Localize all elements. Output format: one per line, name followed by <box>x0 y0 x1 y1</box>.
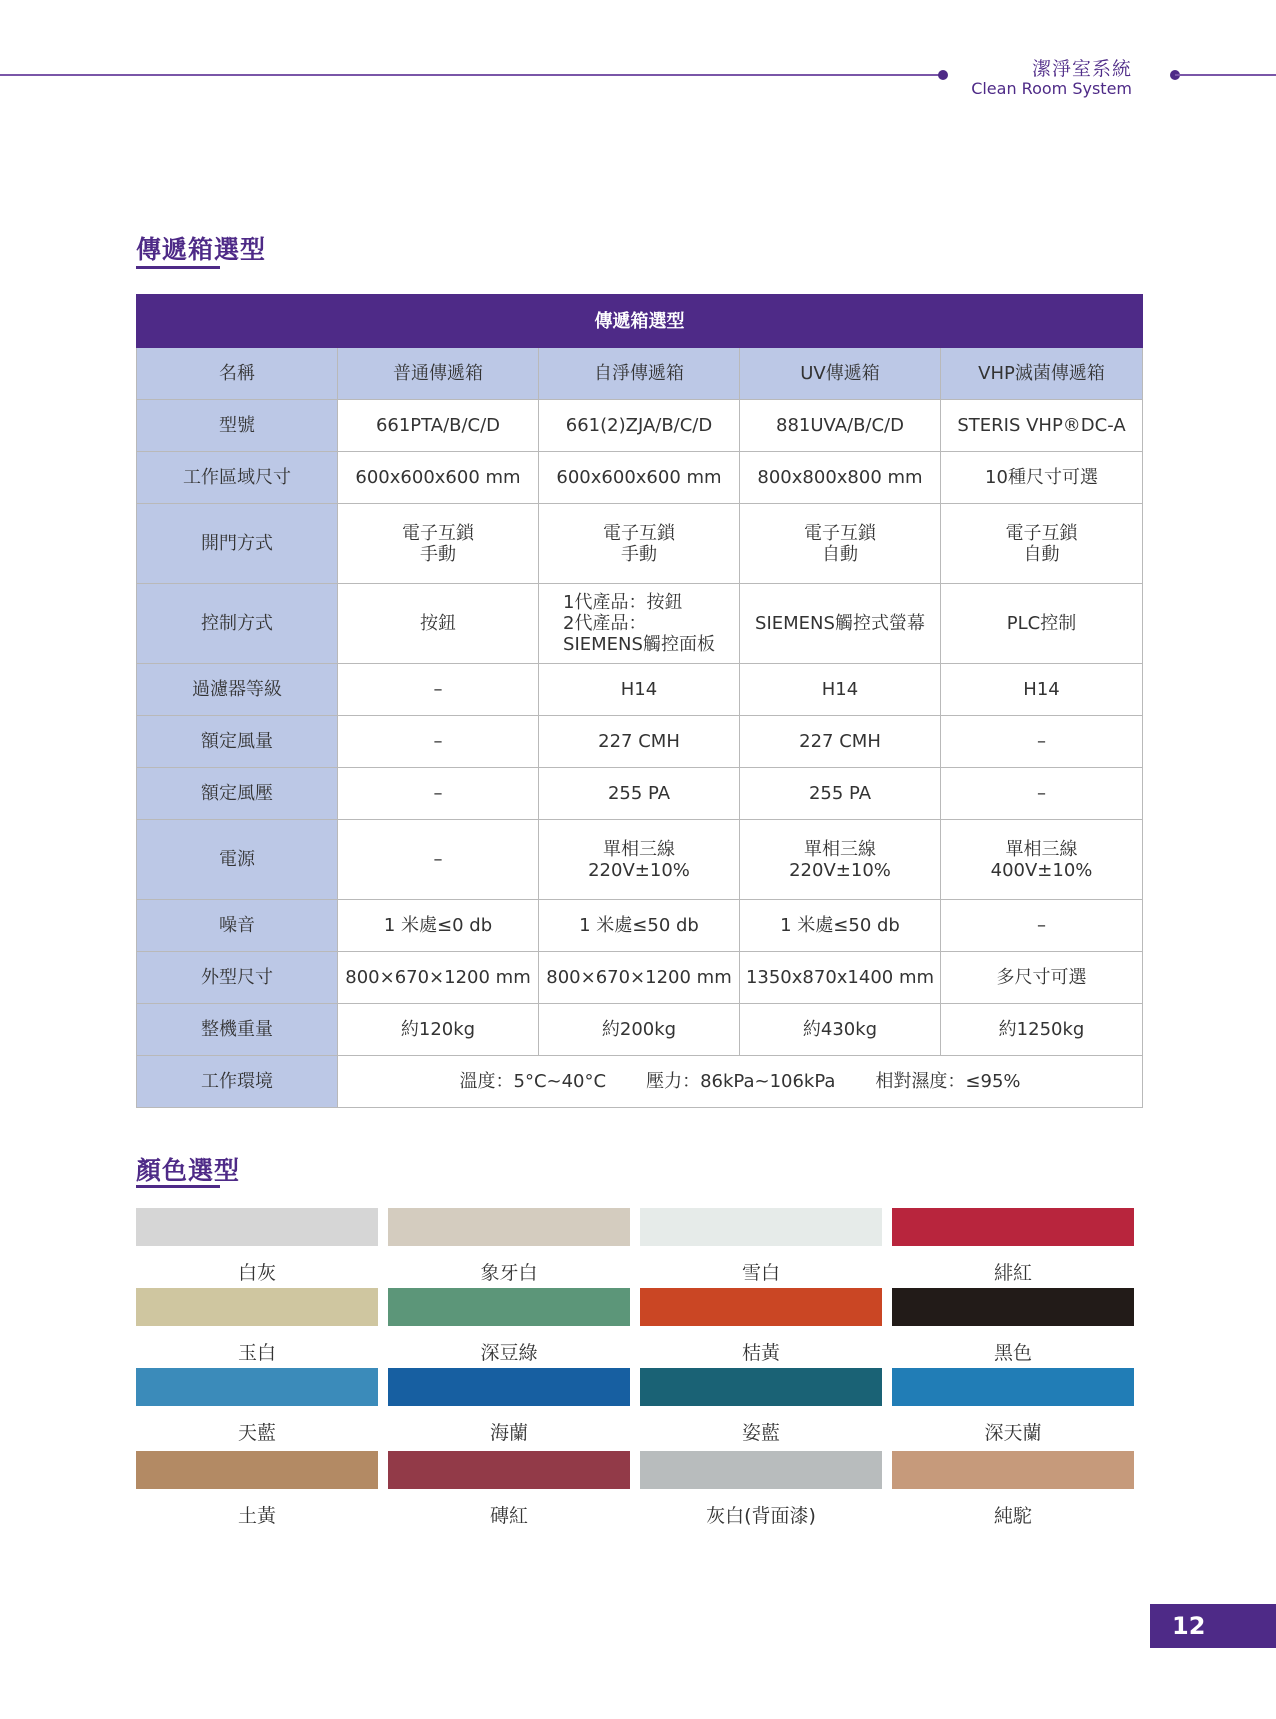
table-cell <box>740 1004 941 1056</box>
table-row <box>137 1004 1143 1056</box>
table-cell <box>338 900 539 952</box>
section-title-colors: 顏色選型 <box>136 1156 241 1185</box>
row-label: 額定風量 <box>137 716 338 768</box>
table-row <box>137 452 1143 504</box>
table-cell <box>338 820 539 900</box>
table-cell <box>941 768 1143 820</box>
cell-text: 255 PA <box>607 783 671 804</box>
cell-text: 600x600x600 mm <box>556 467 722 488</box>
row-label: 控制方式 <box>137 584 338 664</box>
cell-text: 881UVA/B/C/D <box>776 415 904 436</box>
table-cell <box>539 504 740 584</box>
row-label: 電源 <box>137 820 338 900</box>
cell-text: – <box>433 783 443 804</box>
row-label: 外型尺寸 <box>137 952 338 1004</box>
table-cell <box>338 1004 539 1056</box>
cell-text: 1350x870x1400 mm <box>745 967 935 988</box>
table-row-environment <box>137 1056 1143 1108</box>
cell-text: 800×670×1200 mm <box>345 967 531 988</box>
table-cell <box>941 584 1143 664</box>
cell-text: – <box>1037 731 1046 752</box>
table-cell <box>941 900 1143 952</box>
color-swatch <box>388 1208 630 1246</box>
cell-text: H14 <box>620 679 658 700</box>
section-underline <box>136 1185 220 1188</box>
color-swatch <box>388 1451 630 1489</box>
cell-text: H14 <box>1023 679 1060 700</box>
table-cell <box>539 768 740 820</box>
color-swatch <box>892 1288 1134 1326</box>
color-swatch <box>892 1368 1134 1406</box>
page-number: 12 <box>1150 1604 1276 1648</box>
table-cell <box>539 664 740 716</box>
brand-title-en: Clean Room System <box>971 79 1132 98</box>
table-cell <box>740 820 941 900</box>
table-row <box>137 584 1143 664</box>
table-cell <box>740 664 941 716</box>
color-swatch <box>136 1208 378 1246</box>
header-cell-label: 名稱 <box>137 348 338 400</box>
cell-text: 1 米處≤0 db <box>383 915 493 936</box>
cell-text: 約1250kg <box>998 1019 1085 1040</box>
table-cell <box>740 768 941 820</box>
color-label: 桔黃 <box>741 1342 780 1364</box>
color-swatch <box>136 1451 378 1489</box>
table-row <box>137 664 1143 716</box>
color-swatch <box>640 1208 882 1246</box>
table-cell <box>740 584 941 664</box>
env-humidity: 相對濕度：≤95% <box>875 1071 1021 1092</box>
color-swatch <box>388 1368 630 1406</box>
cell-text: – <box>433 731 443 752</box>
color-label: 姿藍 <box>741 1422 780 1444</box>
color-swatch <box>892 1208 1134 1246</box>
color-label: 磚紅 <box>489 1505 528 1527</box>
cell-text: – <box>433 679 443 700</box>
table-cell <box>338 504 539 584</box>
cell-text: 約200kg <box>601 1019 677 1040</box>
cell-text: 電子互鎖 手動 <box>603 522 675 565</box>
cell-text: – <box>433 849 443 870</box>
brand-title-cn: 潔淨室系統 <box>1031 58 1132 80</box>
cell-text: 單相三線 220V±10% <box>588 838 690 881</box>
row-label: 工作環境 <box>137 1056 338 1108</box>
table-cell <box>740 504 941 584</box>
header-cell: 普通傳遞箱 <box>338 348 539 400</box>
color-label: 象牙白 <box>480 1262 538 1284</box>
table-cell <box>740 900 941 952</box>
table-cell <box>941 820 1143 900</box>
table-cell <box>740 452 941 504</box>
table-row <box>137 400 1143 452</box>
table-cell <box>740 952 941 1004</box>
cell-text: 1 米處≤50 db <box>579 915 699 936</box>
table-cell <box>539 820 740 900</box>
env-temp: 溫度：5°C~40°C <box>459 1071 607 1092</box>
table-cell <box>539 1004 740 1056</box>
row-label: 整機重量 <box>137 1004 338 1056</box>
row-label: 額定風壓 <box>137 768 338 820</box>
table-cell <box>338 716 539 768</box>
cell-text: 單相三線 220V±10% <box>789 838 891 881</box>
cell-text: 10種尺寸可選 <box>985 467 1098 488</box>
color-label: 土黃 <box>237 1505 276 1527</box>
cell-text: – <box>1037 915 1046 936</box>
header-line-left <box>0 74 940 76</box>
table-cell <box>338 952 539 1004</box>
cell-text: 約430kg <box>802 1019 878 1040</box>
table-row <box>137 900 1143 952</box>
table-cell <box>539 400 740 452</box>
table-cell <box>539 452 740 504</box>
row-label: 型號 <box>137 400 338 452</box>
color-swatch <box>640 1288 882 1326</box>
table-cell <box>539 952 740 1004</box>
color-label: 黑色 <box>993 1342 1032 1364</box>
table-row <box>137 504 1143 584</box>
table-cell <box>941 1004 1143 1056</box>
color-label: 玉白 <box>237 1342 276 1364</box>
color-swatch <box>892 1451 1134 1489</box>
table-row <box>137 716 1143 768</box>
row-label: 過濾器等級 <box>137 664 338 716</box>
cell-text: 661PTA/B/C/D <box>375 415 501 436</box>
table-row <box>137 820 1143 900</box>
cell-text: 600x600x600 mm <box>355 467 521 488</box>
table-cell <box>539 584 740 664</box>
table-cell <box>338 664 539 716</box>
cell-text: 1代產品：按鈕 2代產品： SIEMENS觸控面板 <box>563 592 715 655</box>
table-cell <box>941 716 1143 768</box>
environment-cell <box>338 1056 1143 1108</box>
section-title-passbox: 傳遞箱選型 <box>136 235 267 264</box>
cell-text: 227 CMH <box>799 731 881 752</box>
color-swatch <box>136 1368 378 1406</box>
table-cell <box>539 716 740 768</box>
env-pressure: 壓力：86kPa~106kPa <box>646 1071 836 1092</box>
color-swatch <box>388 1288 630 1326</box>
cell-text: PLC控制 <box>1006 613 1077 634</box>
header-dot-left <box>938 70 948 80</box>
cell-text: SIEMENS觸控式螢幕 <box>755 613 925 634</box>
table-cell <box>941 664 1143 716</box>
color-label: 雪白 <box>741 1262 780 1284</box>
cell-text: H14 <box>821 679 859 700</box>
header-line-right <box>1175 74 1276 76</box>
table-title: 傳遞箱選型 <box>137 295 1143 348</box>
header-cell: 自淨傳遞箱 <box>539 348 740 400</box>
table-cell <box>338 400 539 452</box>
color-swatch <box>136 1288 378 1326</box>
section-underline <box>136 266 220 269</box>
table-cell <box>338 584 539 664</box>
header-cell: UV傳遞箱 <box>740 348 941 400</box>
color-label: 白灰 <box>237 1262 276 1284</box>
table-row <box>137 952 1143 1004</box>
color-label: 深天蘭 <box>984 1422 1042 1444</box>
cell-text: 約120kg <box>400 1019 476 1040</box>
cell-text: 227 CMH <box>598 731 680 752</box>
row-label: 噪音 <box>137 900 338 952</box>
color-label: 灰白(背面漆) <box>706 1505 816 1527</box>
table-cell <box>941 952 1143 1004</box>
color-label: 緋紅 <box>993 1262 1032 1284</box>
table-cell <box>539 900 740 952</box>
passbox-spec-table <box>136 294 1143 1108</box>
table-cell <box>338 768 539 820</box>
table-cell <box>338 452 539 504</box>
cell-text: 800×670×1200 mm <box>546 967 732 988</box>
cell-text: STERIS VHP®DC-A <box>957 415 1126 436</box>
table-cell <box>941 452 1143 504</box>
cell-text: 661(2)ZJA/B/C/D <box>565 415 713 436</box>
cell-text: 多尺寸可選 <box>996 967 1087 988</box>
table-cell <box>941 400 1143 452</box>
table-cell <box>740 400 941 452</box>
cell-text: 電子互鎖 自動 <box>804 522 876 565</box>
row-label: 開門方式 <box>137 504 338 584</box>
color-swatch <box>640 1451 882 1489</box>
table-cell <box>941 504 1143 584</box>
color-label: 深豆綠 <box>480 1342 538 1364</box>
cell-text: 單相三線 400V±10% <box>990 838 1093 881</box>
header-cell: VHP滅菌傳遞箱 <box>941 348 1143 400</box>
color-label: 天藍 <box>237 1422 276 1444</box>
cell-text: 800x800x800 mm <box>757 467 923 488</box>
color-label: 純駝 <box>993 1505 1032 1527</box>
color-label: 海蘭 <box>489 1422 528 1444</box>
table-row <box>137 768 1143 820</box>
row-label: 工作區域尺寸 <box>137 452 338 504</box>
color-swatch <box>640 1368 882 1406</box>
cell-text: 電子互鎖 自動 <box>1005 522 1078 565</box>
cell-text: – <box>1037 783 1046 804</box>
cell-text: 1 米處≤50 db <box>780 915 900 936</box>
table-cell <box>740 716 941 768</box>
cell-text: 255 PA <box>808 783 872 804</box>
cell-text: 按鈕 <box>420 613 456 634</box>
cell-text: 電子互鎖 手動 <box>402 522 474 565</box>
